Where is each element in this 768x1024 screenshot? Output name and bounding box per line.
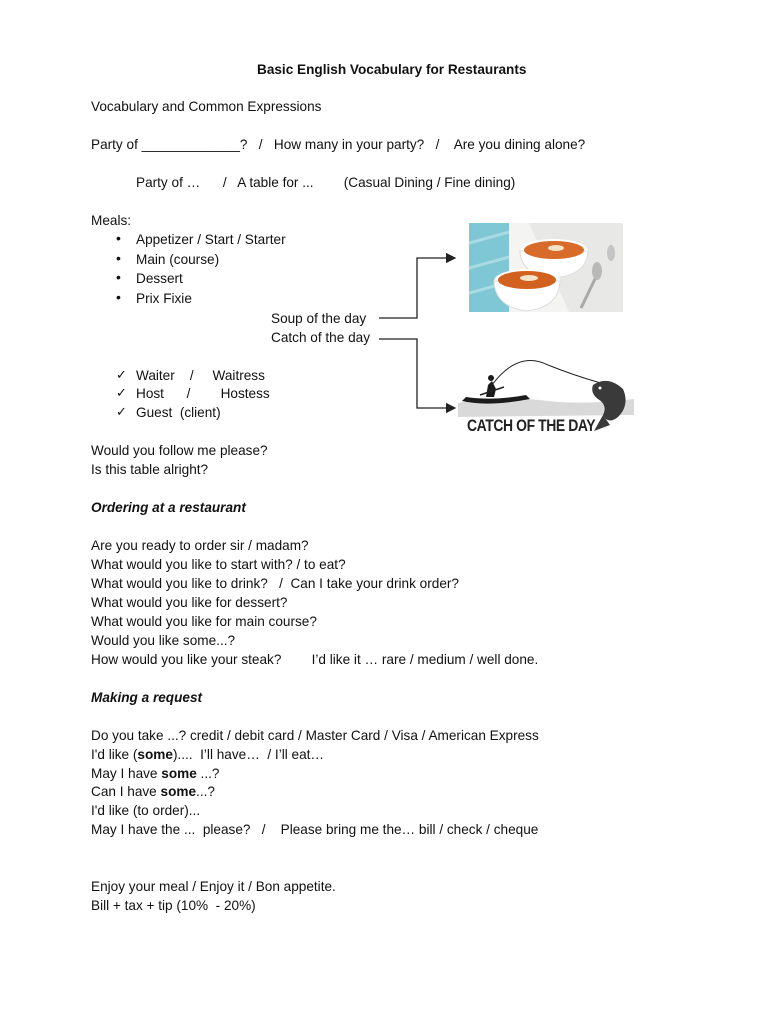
checkmark-icon: ✓ xyxy=(116,367,127,382)
meal-item: Prix Fixie xyxy=(136,291,192,306)
page-title: Basic English Vocabulary for Restaurants xyxy=(257,62,527,77)
checkmark-icon: ✓ xyxy=(116,385,127,400)
bullet-icon: • xyxy=(116,269,121,285)
catch-arrow-icon xyxy=(379,339,455,408)
request-line xyxy=(91,746,324,764)
catch-of-the-day: Catch of the day xyxy=(271,330,370,345)
staff-item: Waiter / Waitress xyxy=(136,368,265,383)
request-line: Do you take ...? credit / debit card / Master Card / Visa / American Express xyxy=(91,728,539,743)
bullet-icon: • xyxy=(116,289,121,305)
bullet-icon: • xyxy=(116,230,121,246)
request-bold-word: some xyxy=(160,784,197,799)
ordering-line: What would you like to start with? / to eat? xyxy=(91,557,346,572)
ordering-heading: Ordering at a restaurant xyxy=(91,500,246,515)
closing-line: Bill + tax + tip (10% - 20%) xyxy=(91,898,256,913)
request-line: I'd like (to order)... xyxy=(91,803,201,818)
bullet-icon: • xyxy=(116,250,121,266)
request-line: May I have the ... please? / Please bring me the… bill / check / cheque xyxy=(91,822,539,837)
soup-arrow-icon xyxy=(379,258,455,318)
checkmark-icon: ✓ xyxy=(116,404,127,419)
request-text: ...? xyxy=(196,784,215,799)
request-text: I'd like ( xyxy=(91,747,138,762)
ordering-line: What would you like for main course? xyxy=(91,614,317,629)
meal-item: Dessert xyxy=(136,271,183,286)
soup-photo xyxy=(469,223,623,312)
ordering-line: How would you like your steak? I’d like it … rare / medium / well done. xyxy=(91,652,539,667)
request-line xyxy=(91,765,219,783)
ordering-line: What would you like for dessert? xyxy=(91,595,288,610)
soup-of-the-day: Soup of the day xyxy=(271,311,367,326)
request-line xyxy=(91,783,215,801)
staff-item: Host / Hostess xyxy=(136,386,270,401)
section-subtitle: Vocabulary and Common Expressions xyxy=(91,99,322,114)
closing-line: Enjoy your meal / Enjoy it / Bon appetite. xyxy=(91,879,336,894)
ordering-line: Would you like some...? xyxy=(91,633,236,648)
catch-of-the-day-logo-text: CATCH OF THE DAY xyxy=(467,416,596,435)
meal-item: Appetizer / Start / Starter xyxy=(136,232,286,247)
meal-item: Main (course) xyxy=(136,252,220,267)
meals-heading: Meals: xyxy=(91,213,132,228)
staff-item: Guest (client) xyxy=(136,405,221,420)
request-text: ).... I’ll have… / I’ll eat… xyxy=(172,747,325,762)
request-bold-word: some xyxy=(161,766,197,781)
ordering-line: What would you like to drink? / Can I take your drink order? xyxy=(91,576,459,591)
request-text: Can I have xyxy=(91,784,161,799)
request-text: May I have xyxy=(91,766,162,781)
party-line-2: Party of … / A table for ... (Casual Dining / Fine dining) xyxy=(136,175,516,190)
request-bold-word: some xyxy=(137,747,173,762)
greeting-line: Is this table alright? xyxy=(91,462,209,477)
request-text: ...? xyxy=(196,766,220,781)
greeting-line: Would you follow me please? xyxy=(91,443,268,458)
ordering-line: Are you ready to order sir / madam? xyxy=(91,538,309,553)
request-heading: Making a request xyxy=(91,690,203,705)
party-line: Party of _____________? / How many in your party? / Are you dining alone? xyxy=(91,137,586,152)
